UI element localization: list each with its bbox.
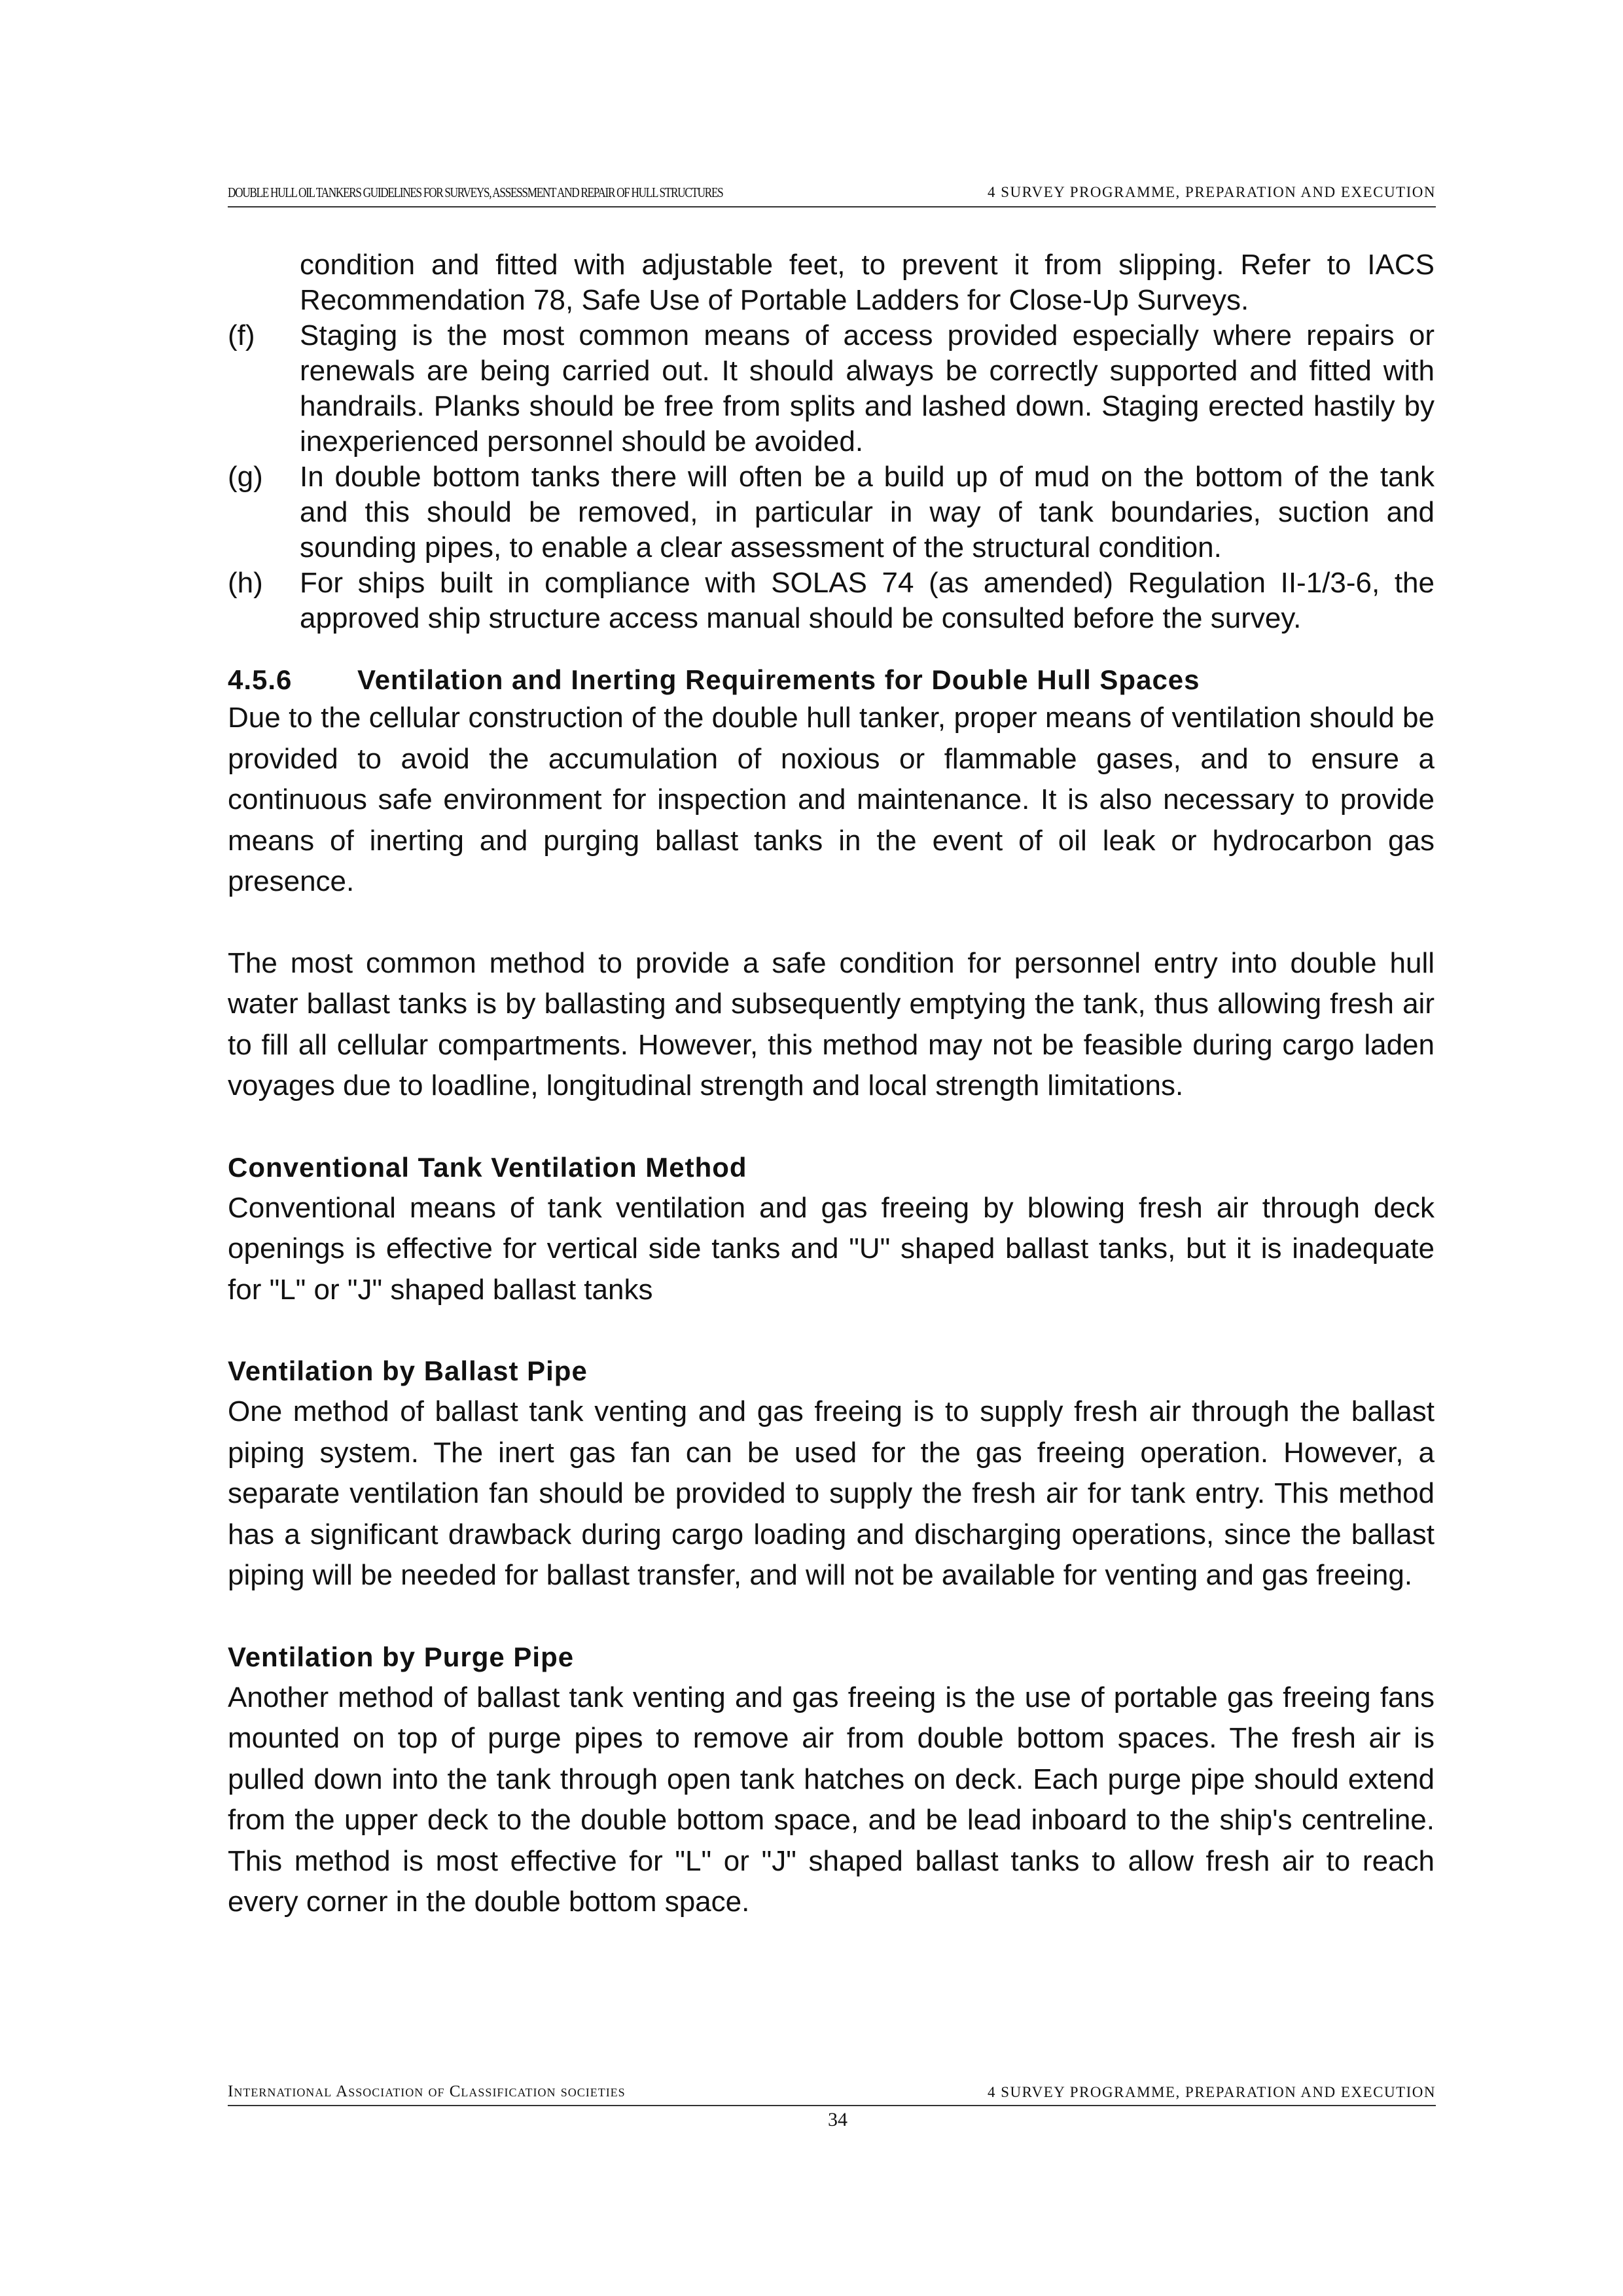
subsection-paragraph-purge-pipe: Another method of ballast tank venting and gas freeing is the use of portable gas freeing fans mounted on top of purge pipes to remove air from double bottom spaces. The fresh air is pulled down into the tank through open tank hatches on deck. Each purge pipe should extend from the upper deck to the double bottom space, and be lead inboard to the ship's centreline. This method is most effective for "L" or "J" shaped ballast tanks to allow fresh air to reach every corner in the double bottom space. — [228, 1681, 1435, 1918]
subsection-paragraph-conventional: Conventional means of tank ventilation and gas freeing by blowing fresh air through deck openings is effective for vertical side tanks and "U" shaped ballast tanks, but it is inadequate for "L" or "J" shaped ballast tanks — [228, 1191, 1435, 1306]
list-item-f — [228, 318, 1435, 459]
subsection-heading-ballast-pipe: Ventilation by Ballast Pipe — [228, 1355, 588, 1386]
list-item-text: Staging is the most common means of access provided especially where repairs or renewals are being carried out. It should always be correctly supported and fitted with handrails. Planks should be free from splits and lashed down. Staging erected hastily by inexperienced personnel should be avoided. — [300, 319, 1435, 457]
list-item-text: In double bottom tanks there will often be a build up of mud on the bottom of the tank and this should be removed, in particular in way of tank boundaries, suction and sounding pipes, to enable a clear assessment of the structural condition. — [300, 461, 1435, 564]
page-number: 34 — [828, 2109, 847, 2130]
footer-organization: International Association of Classification societies — [228, 2083, 626, 2100]
list-marker: (h) — [228, 567, 263, 599]
list-item-text: For ships built in compliance with SOLAS 74 (as amended) Regulation II-1/3-6, the approved ship structure access manual should be consulted before the survey. — [300, 567, 1435, 634]
document-body — [228, 247, 1435, 1923]
page-header — [228, 180, 1436, 207]
section-heading — [228, 662, 1435, 698]
footer-chapter-title: 4 SURVEY PROGRAMME, PREPARATION AND EXECUTION — [987, 2084, 1436, 2100]
header-chapter-title: 4 SURVEY PROGRAMME, PREPARATION AND EXECUTION — [987, 184, 1436, 200]
section-title: Ventilation and Inerting Requirements for Double Hull Spaces — [357, 664, 1200, 695]
list-item-h — [228, 565, 1435, 636]
header-document-title: DOUBLE HULL OIL TANKERS GUIDELINES FOR SURVEYS, ASSESSMENT AND REPAIR OF HULL STRUCTURES — [228, 185, 723, 200]
subsection-heading-conventional: Conventional Tank Ventilation Method — [228, 1151, 747, 1183]
section-paragraph-1: Due to the cellular construction of the double hull tanker, proper means of ventilation should be provided to avoid the accumulation of noxious or flammable gases, and to ensure a continuous safe environment for inspection and maintenance. It is also necessary to provide means of inerting and purging ballast tanks in the event of oil leak or hydrocarbon gas presence. — [228, 702, 1435, 897]
subsection-paragraph-ballast-pipe: One method of ballast tank venting and gas freeing is to supply fresh air through the ballast piping system. The inert gas fan can be used for the gas freeing operation. However, a separate ventilation fan should be provided to supply the fresh air for tank entry. This method has a significant drawback during cargo loading and discharging operations, since the ballast piping will be needed for ballast transfer, and will not be available for venting and gas freeing. — [228, 1395, 1435, 1591]
section-paragraph-2: The most common method to provide a safe condition for personnel entry into double hull water ballast tanks is by ballasting and subsequently emptying the tank, thus allowing fresh air to fill all cellular compartments. However, this method may not be feasible during cargo laden voyages due to loadline, longitudinal strength and local strength limitations. — [228, 946, 1435, 1102]
list-marker: (f) — [228, 319, 255, 351]
subsection-heading-purge-pipe: Ventilation by Purge Pipe — [228, 1641, 575, 1672]
list-marker: (g) — [228, 461, 263, 493]
list-continuation: condition and fitted with adjustable feet, to prevent it from slipping. Refer to IACS Recommendation 78, Safe Use of Portable Ladders for Close-Up Surveys. — [300, 249, 1435, 316]
section-number: 4.5.6 — [228, 664, 293, 695]
list-item-g — [228, 459, 1435, 565]
page-footer — [228, 2081, 1436, 2106]
